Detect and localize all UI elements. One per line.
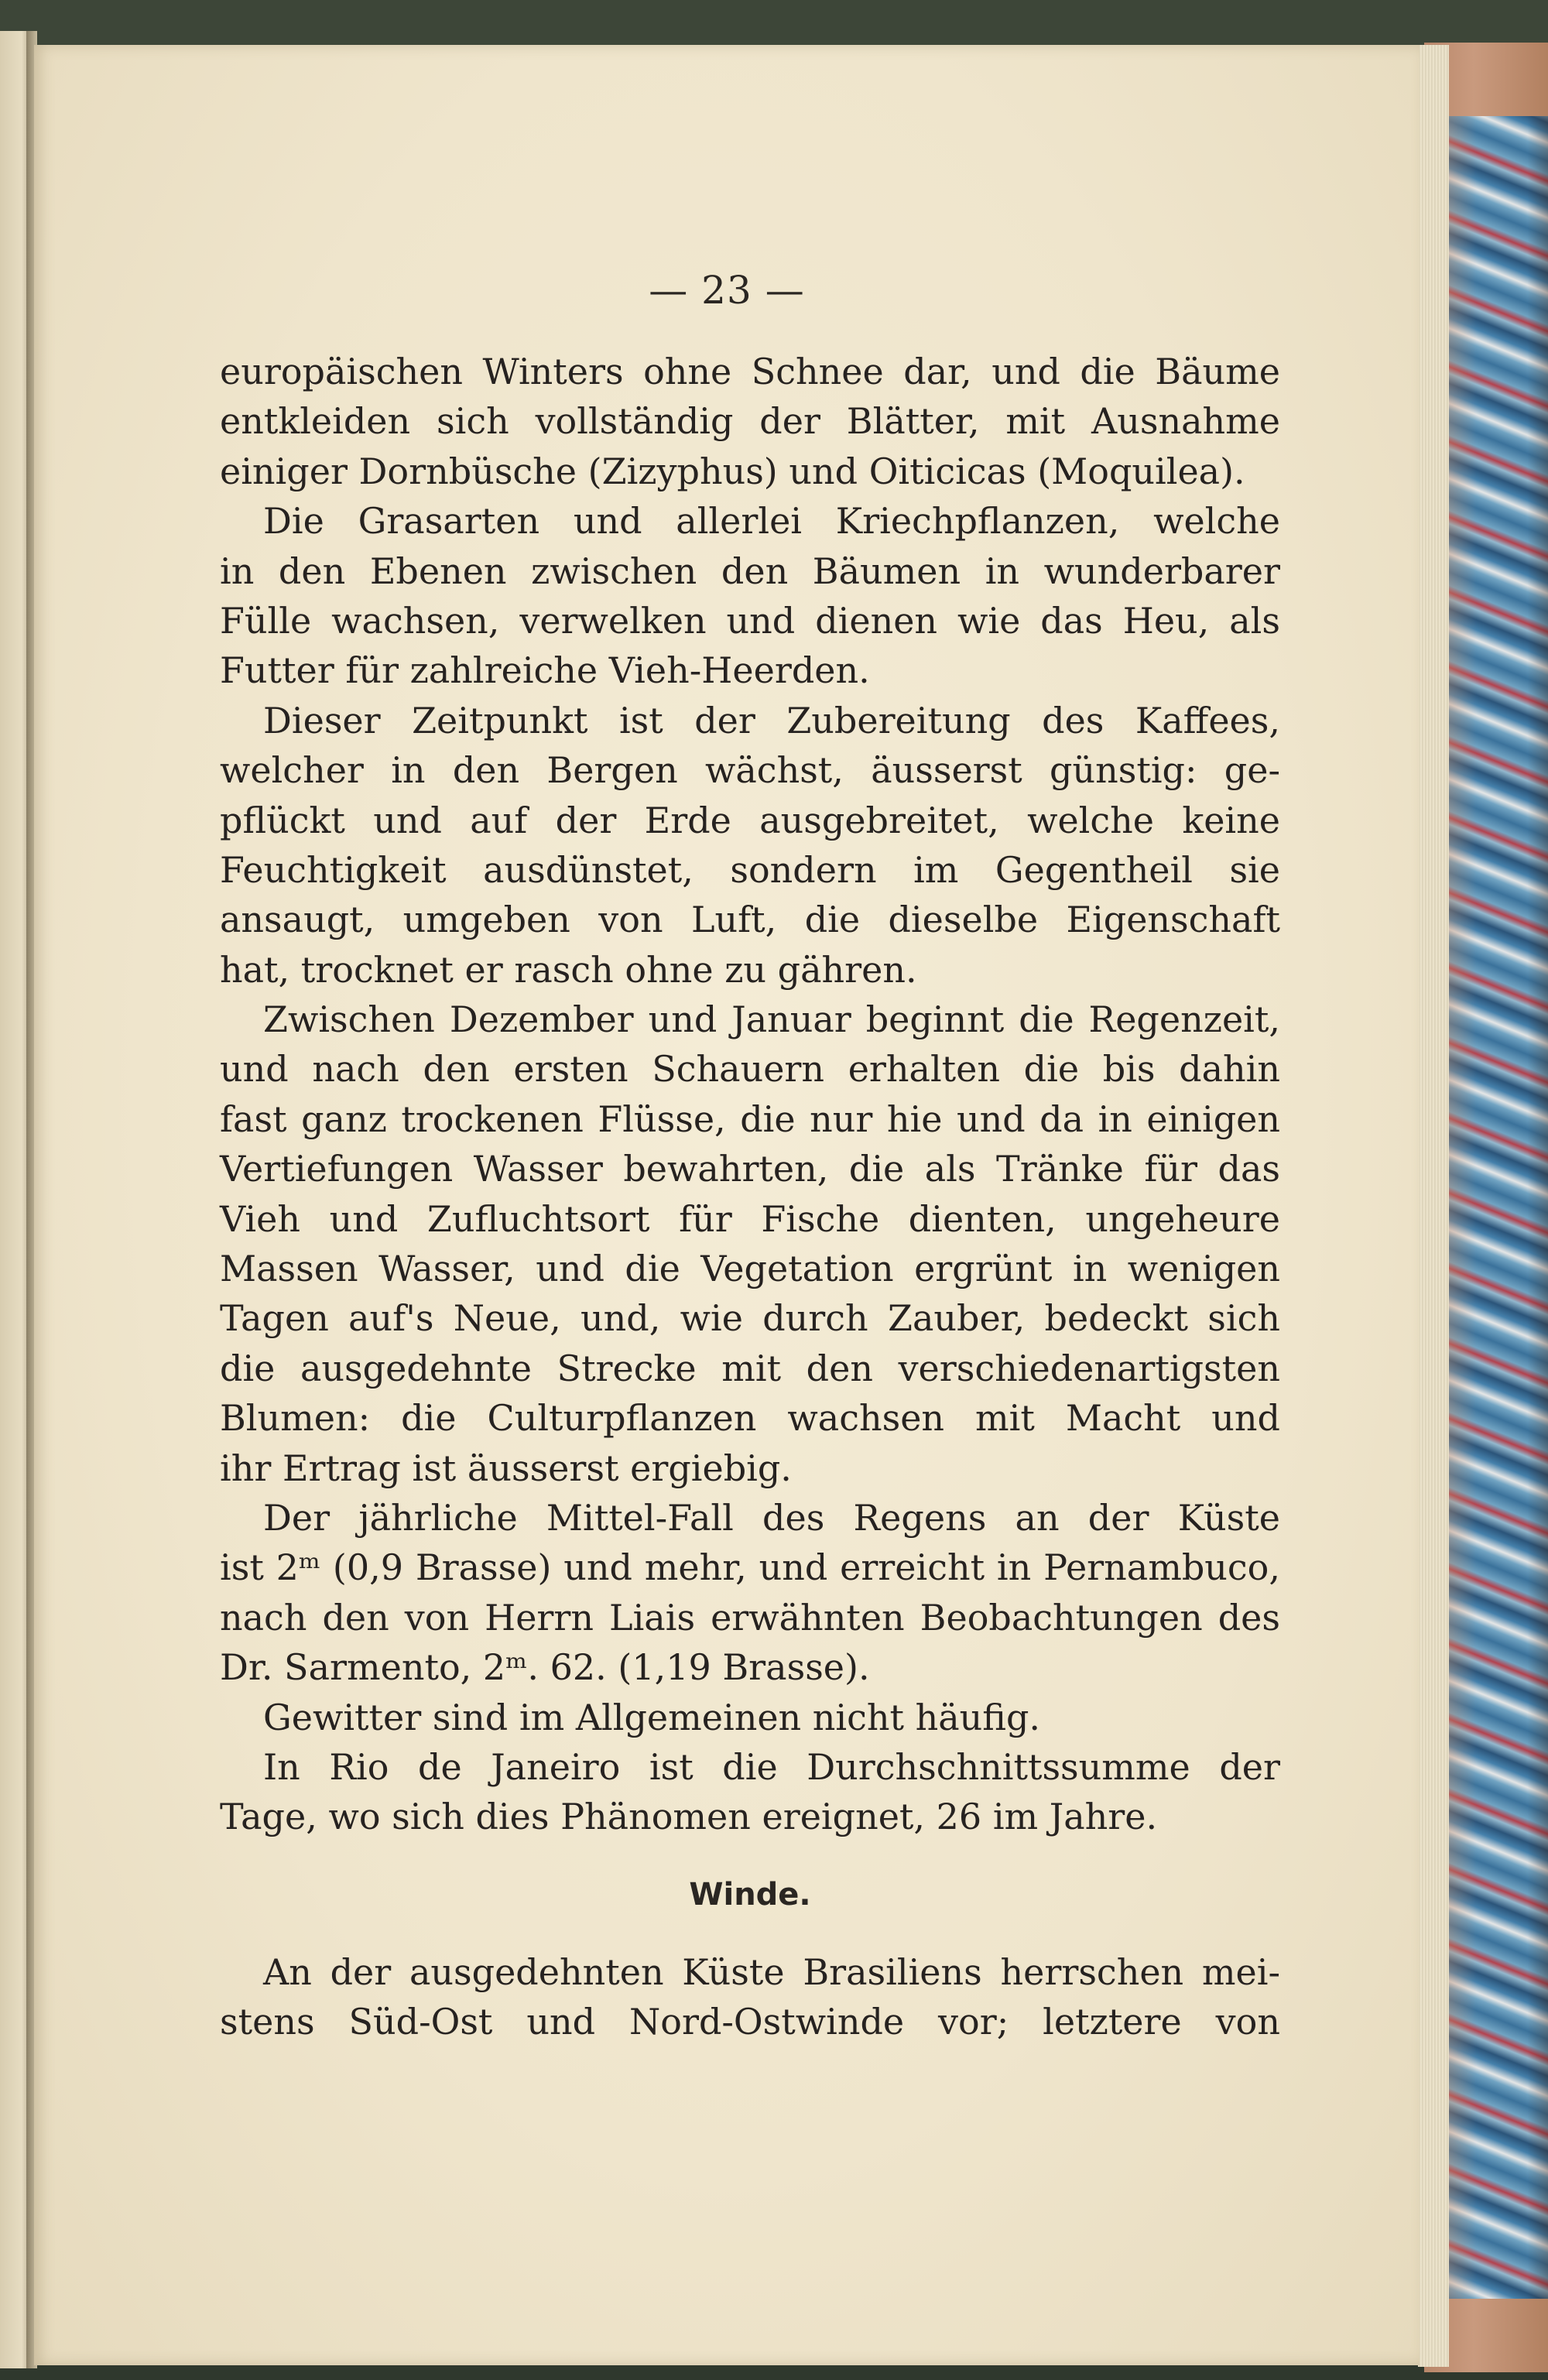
text-line: Vertiefungen Wasser bewahrten, die als Tränke für das xyxy=(220,1148,1280,1190)
text-line: hat, trocknet er rasch ohne zu gähren. xyxy=(220,948,917,991)
paragraph-2 xyxy=(220,496,1280,696)
paragraph-5 xyxy=(220,1493,1280,1693)
text-line: nach den von Herrn Liais erwähnten Beobachtungen des xyxy=(220,1596,1280,1639)
text-line: europäischen Winters ohne Schnee dar, und die Bäume xyxy=(220,351,1280,392)
text-line: Feuchtigkeit ausdünstet, sondern im Gegentheil sie xyxy=(220,848,1280,891)
text-line: Blumen: die Culturpflanzen wachsen mit Macht und xyxy=(220,1397,1280,1440)
text-line: Fülle wachsen, verwelken und dienen wie das Heu, als xyxy=(220,599,1280,642)
section-heading: Winde. xyxy=(689,1876,811,1913)
text-line: ist 2ᵐ (0,9 Brasse) und mehr, und erreicht in Pernambuco, xyxy=(220,1546,1280,1589)
paragraph-6 xyxy=(220,1693,1280,1742)
spacer xyxy=(220,1919,1280,1947)
paragraph-3 xyxy=(220,696,1280,995)
text-line: Dr. Sarmento, 2ᵐ. 62. (1,19 Brasse). xyxy=(220,1646,870,1689)
paragraph-1 xyxy=(220,347,1280,496)
text-line: Dieser Zeitpunkt ist der Zubereitung des Kaffees, xyxy=(263,699,1280,741)
marbled-edge-shading xyxy=(1446,116,1548,2299)
text-line: die ausgedehnte Strecke mit den verschiedenartigsten xyxy=(220,1347,1280,1389)
text-line: einiger Dornbüsche (Zizyphus) und Oiticicas (Moquilea). xyxy=(220,450,1245,492)
text-line: pflückt und auf der Erde ausgebreitet, welche keine xyxy=(220,799,1280,841)
text-line: ihr Ertrag ist äusserst ergiebig. xyxy=(220,1447,792,1489)
page-stack-edge xyxy=(1418,45,1449,2367)
spacer xyxy=(220,1842,1280,1870)
text-line: ansaugt, umgeben von Luft, die dieselbe Eigenschaft xyxy=(220,899,1280,941)
text-line: Tagen auf's Neue, und, wie durch Zauber, bedeckt sich xyxy=(220,1297,1280,1340)
text-line: Der jährliche Mittel-Fall des Regens an der Küste xyxy=(263,1496,1280,1539)
text-line: An der ausgedehnten Küste Brasiliens herrschen mei- xyxy=(263,1950,1280,1993)
text-line: Zwischen Dezember und Januar beginnt die Regenzeit, xyxy=(263,998,1280,1041)
text-line: in den Ebenen zwischen den Bäumen in wunderbarer xyxy=(220,550,1280,592)
paragraph-7 xyxy=(220,1742,1280,1842)
text-line: Gewitter sind im Allgemeinen nicht häufig. xyxy=(263,1696,1041,1738)
paragraph-8 xyxy=(220,1947,1280,2047)
paragraph-4 xyxy=(220,995,1280,1493)
text-line: stens Süd-Ost und Nord-Ostwinde vor; letztere von xyxy=(220,2001,1280,2043)
text-line: fast ganz trockenen Flüsse, die nur hie und da in einigen xyxy=(220,1098,1280,1140)
text-line: entkleiden sich vollständig der Blätter, mit Ausnahme xyxy=(220,400,1280,443)
book-page xyxy=(34,45,1420,2365)
text-line: welcher in den Bergen wächst, äusserst günstig: ge- xyxy=(220,749,1280,792)
text-line: Tage, wo sich dies Phänomen ereignet, 26 im Jahre. xyxy=(220,1796,1158,1838)
text-line: und nach den ersten Schauern erhalten die bis dahin xyxy=(220,1048,1280,1091)
page-number: — 23 — xyxy=(649,268,805,313)
text-line: Massen Wasser, und die Vegetation ergrünt in wenigen xyxy=(220,1248,1280,1290)
text-line: In Rio de Janeiro ist die Durchschnittssumme der xyxy=(263,1745,1280,1788)
page-body xyxy=(220,347,1280,2047)
text-line: Futter für zahlreiche Vieh-Heerden. xyxy=(220,649,870,692)
text-line: Vieh und Zufluchtsort für Fische dienten, ungeheure xyxy=(220,1197,1280,1240)
text-line: Die Grasarten und allerlei Kriechpflanzen, welche xyxy=(263,500,1280,543)
